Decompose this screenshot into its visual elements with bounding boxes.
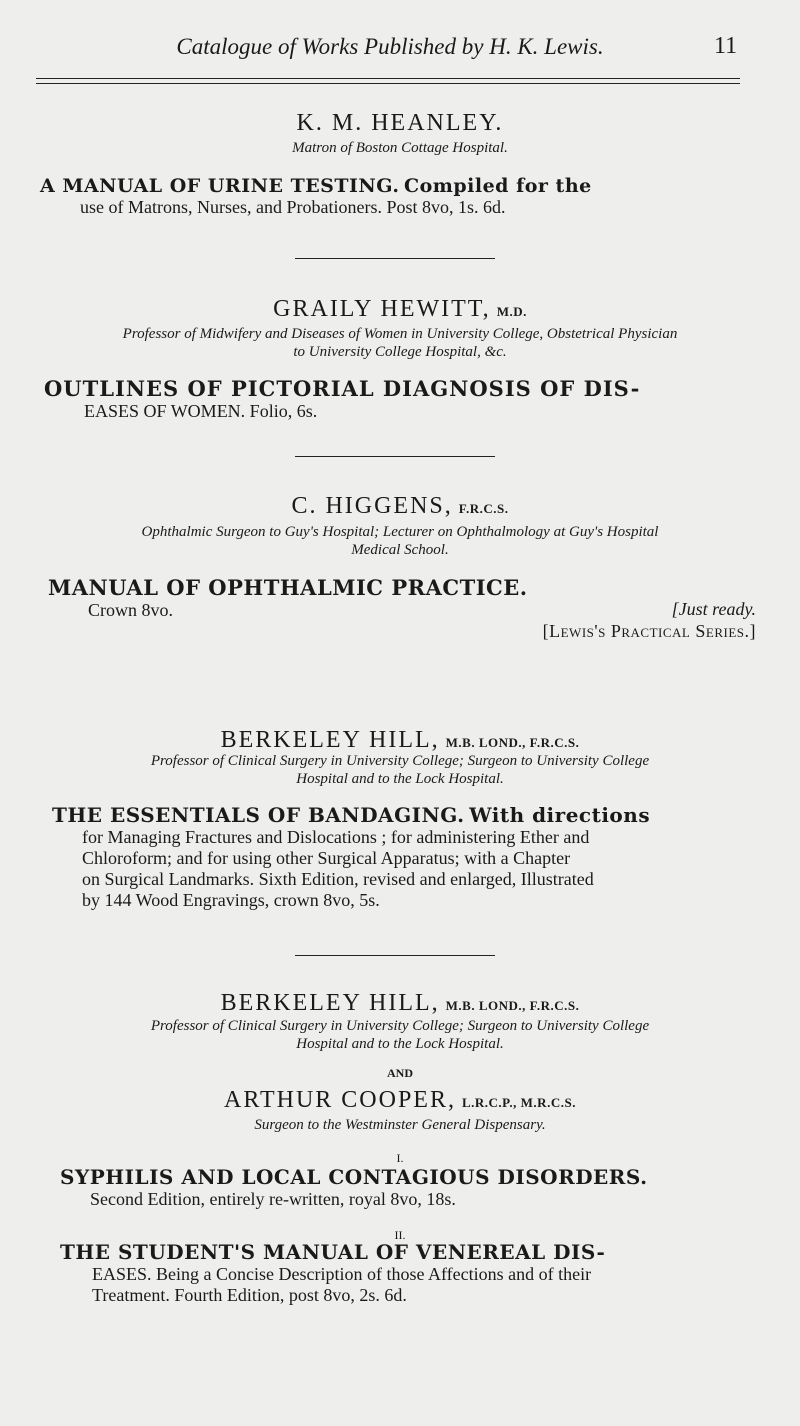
affiliation-line: Medical School. [351, 542, 449, 558]
author-affiliation [40, 1017, 760, 1053]
conjunction: AND [387, 1066, 413, 1080]
book-description-line: EASES. Being a Concise Description of those Affections and of their [92, 1264, 592, 1284]
book-description: Second Edition, entirely re-written, royal 8vo, 18s. [90, 1189, 456, 1209]
status-text: [Just ready. [671, 599, 756, 619]
book-entry [60, 1167, 776, 1210]
author-name: BERKELEY HILL, [220, 727, 440, 753]
book-description: EASES OF WOMEN. Folio, 6s. [84, 401, 318, 421]
series-text: [Lewis's Practical Series.] [542, 621, 756, 641]
author-heading [0, 727, 800, 754]
author-heading [0, 493, 800, 520]
book-entry [60, 1242, 776, 1306]
affiliation-line: Professor of Clinical Surgery in University College; Surgeon to University College [150, 753, 650, 769]
section-divider [295, 955, 495, 956]
coauthor-affiliation: Surgeon to the Westminster General Dispensary. [254, 1117, 546, 1133]
coauthor-heading [0, 1087, 800, 1114]
affiliation-line: to University College Hospital, &c. [293, 344, 507, 360]
section-divider [295, 456, 495, 457]
series-note [543, 621, 756, 642]
author-qualification: F.R.C.S. [458, 501, 509, 516]
book-title: A MANUAL OF URINE TESTING. [40, 175, 400, 197]
book-title-suffix: Compiled for the [403, 175, 592, 197]
author-name: BERKELEY HILL, [220, 990, 440, 1016]
book-entry [52, 805, 768, 911]
header-rule-bottom [36, 83, 740, 84]
author-name: C. HIGGENS, [291, 493, 453, 519]
coauthor-name: ARTHUR COOPER, [224, 1087, 456, 1113]
affiliation-line: Hospital and to the Lock Hospital. [296, 771, 504, 787]
book-description-line: by 144 Wood Engravings, crown 8vo, 5s. [82, 890, 380, 910]
book-description: Crown 8vo. [88, 600, 173, 620]
book-title: SYPHILIS AND LOCAL CONTAGIOUS DISORDERS. [60, 1165, 648, 1189]
author-qualification: M.B. LOND., F.R.C.S. [445, 735, 580, 750]
affiliation-line: Ophthalmic Surgeon to Guy's Hospital; Lecturer on Ophthalmology at Guy's Hospital [141, 524, 659, 540]
book-entry [48, 577, 764, 621]
affiliation-line: Professor of Midwifery and Diseases of Women in University College, Obstetrical Physician [122, 326, 678, 342]
work-numeral: I. [396, 1151, 404, 1165]
work-numeral: II. [394, 1228, 406, 1242]
book-title: MANUAL OF OPHTHALMIC PRACTICE. [48, 575, 528, 600]
author-affiliation [40, 752, 760, 788]
running-header: Catalogue of Works Published by H. K. Lewis. [176, 34, 604, 59]
book-title: OUTLINES OF PICTORIAL DIAGNOSIS OF DIS- [44, 376, 641, 401]
page-number: 11 [714, 33, 738, 59]
author-name: GRAILY HEWITT, [273, 296, 491, 322]
book-entry [40, 176, 756, 218]
author-qualification: M.B. LOND., F.R.C.S. [445, 998, 580, 1013]
book-title: THE ESSENTIALS OF BANDAGING. [52, 803, 465, 827]
affiliation-line: Professor of Clinical Surgery in University College; Surgeon to University College [150, 1018, 650, 1034]
header-rule-top [36, 78, 740, 79]
coauthor-qualification: L.R.C.P., M.R.C.S. [461, 1095, 576, 1110]
book-description: use of Matrons, Nurses, and Probationers. Post 8vo, 1s. 6d. [80, 197, 506, 217]
book-title-suffix: With directions [469, 803, 651, 827]
author-affiliation [40, 523, 760, 559]
book-description-line: Treatment. Fourth Edition, post 8vo, 2s. 6d. [92, 1285, 407, 1305]
author-qualification: M.D. [496, 304, 527, 319]
publication-status [672, 599, 756, 620]
book-description-line: on Surgical Landmarks. Sixth Edition, revised and enlarged, Illustrated [82, 869, 594, 889]
author-name: K. M. HEANLEY. [296, 110, 504, 136]
book-description-line: Chloroform; and for using other Surgical Apparatus; with a Chapter [82, 848, 571, 868]
book-entry [44, 378, 760, 422]
book-title: THE STUDENT'S MANUAL OF VENEREAL DIS- [60, 1240, 606, 1264]
section-divider [295, 258, 495, 259]
author-affiliation: Matron of Boston Cottage Hospital. [292, 140, 508, 156]
author-heading [0, 296, 800, 323]
author-affiliation [40, 325, 760, 361]
author-heading [0, 990, 800, 1017]
book-description-line: for Managing Fractures and Dislocations ; for administering Ether and [82, 827, 590, 847]
affiliation-line: Hospital and to the Lock Hospital. [296, 1036, 504, 1052]
